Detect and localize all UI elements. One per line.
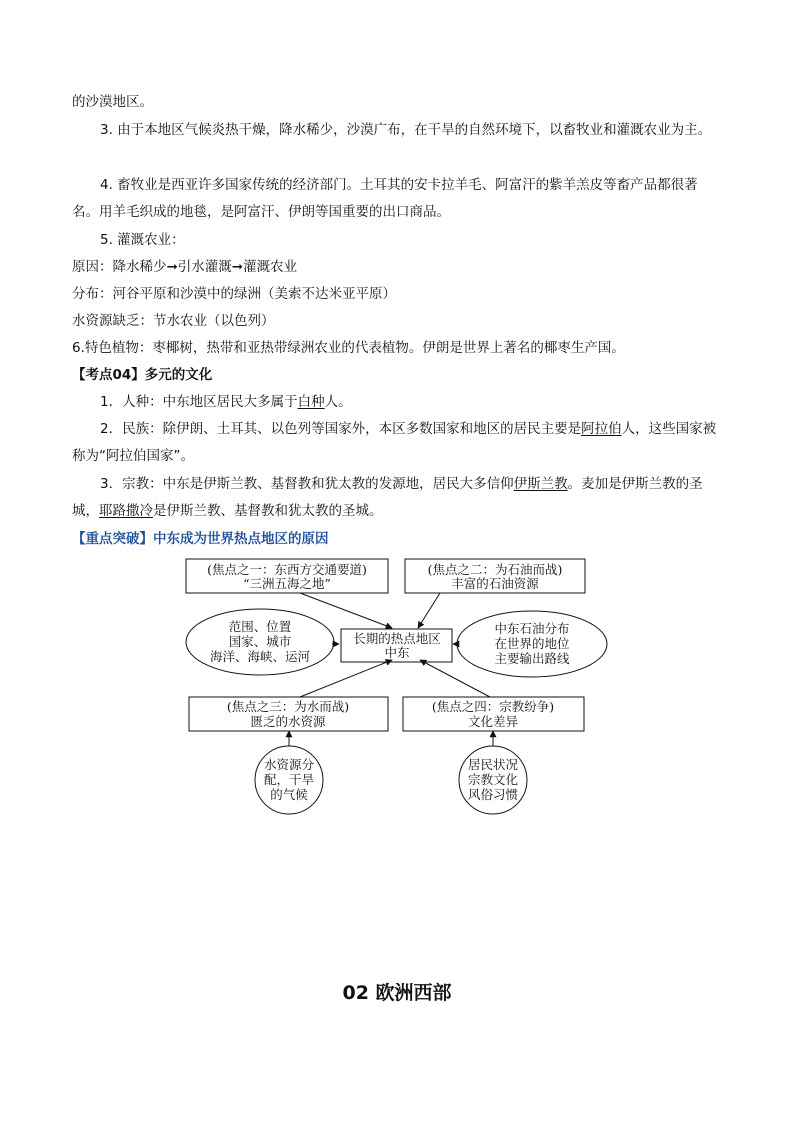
focus-title: 【重点突破】中东成为世界热点地区的原因 <box>72 531 329 547</box>
circle-left-line3: 的气候 <box>270 787 308 802</box>
para-irrigation-distribution: 分布：河谷平原和沙漠中的绿洲（美索不达米亚平原） <box>72 286 396 302</box>
religion-text-end: 是伊斯兰教、基督教和犹太教的圣城。 <box>153 503 383 519</box>
para-point-4: 4. 畜牧业是西亚许多国家传统的经济部门。土耳其的安卡拉羊毛、阿富汗的紫羊羔皮等畜产品都很著名。用羊毛织成的地毯，是阿富汗、伊朗等国重要的出口商品。 <box>72 177 698 220</box>
ellipse-right-line3: 主要输出路线 <box>494 651 570 666</box>
race-text: 1．人种：中东地区居民大多属于 <box>100 394 298 410</box>
para-point-5: 5. 灌溉农业： <box>100 232 185 248</box>
center-line1: 长期的热点地区 <box>353 631 441 646</box>
box4-line1: (焦点之四：宗教纷争) <box>431 699 555 714</box>
circle-left-line2: 配，干旱 <box>263 772 315 787</box>
box3-line2: 匮乏的水资源 <box>250 714 326 729</box>
religion-text: 3．宗教：中东是伊斯兰教、基督教和犹太教的发源地，居民大多信仰 <box>100 476 514 492</box>
para-irrigation-reason: 原因：降水稀少➞引水灌溉➞灌溉农业 <box>72 259 298 275</box>
box4-line2: 文化差异 <box>467 714 519 729</box>
para-religion <box>72 471 722 525</box>
religion-text-mid: 。麦加是伊斯兰教的圣城， <box>72 476 703 519</box>
arrow-box4-center <box>420 660 490 697</box>
box2-line2: 丰富的石油资源 <box>451 576 539 591</box>
ellipse-right-line2: 在世界的地位 <box>494 636 570 651</box>
religion-answer: 伊斯兰教 <box>513 476 568 492</box>
race-text-end: 人。 <box>324 394 352 410</box>
circle-right-line3: 风俗习惯 <box>467 787 519 802</box>
race-answer: 白种 <box>297 394 325 410</box>
ellipse-left-line2: 国家、城市 <box>228 634 292 649</box>
para-race <box>72 389 722 416</box>
circle-right-line2: 宗教文化 <box>467 772 519 787</box>
box2-line1: (焦点之二：为石油而战) <box>427 562 563 577</box>
para-point-6: 6.特色植物：枣椰树，热带和亚热带绿洲农业的代表植物。伊朗是世界上著名的椰枣生产国。 <box>72 340 625 356</box>
para-point-3: 3. 由于本地区气候炎热干燥，降水稀少，沙漠广布，在干旱的自然环境下，以畜牧业和灌溉农业为主。 <box>100 122 712 138</box>
box1-line1: (焦点之一：东西方交通要道) <box>207 562 367 577</box>
box3-line1: (焦点之三：为水而战) <box>226 699 350 714</box>
nation-text-end: 人，这些国家被称为“阿拉伯国家”。 <box>72 421 717 464</box>
nation-answer: 阿拉伯 <box>581 421 622 437</box>
nation-text: 2．民族：除伊朗、土耳其、以色列等国家外，本区多数国家和地区的居民主要是 <box>100 421 582 437</box>
section-heading: 02 欧洲西部 <box>342 982 452 1004</box>
para-water-shortage: 水资源缺乏：节水农业（以色列） <box>72 313 275 329</box>
circle-left-line1: 水资源分 <box>263 757 315 772</box>
kaodian-04-title: 【考点04】多元的文化 <box>72 367 213 383</box>
hotspot-diagram <box>0 556 794 816</box>
circle-right-line1: 居民状况 <box>467 757 519 772</box>
arrow-box2-center <box>418 593 440 628</box>
ellipse-right-line1: 中东石油分布 <box>494 621 570 636</box>
arrow-box3-center <box>300 660 392 697</box>
ellipse-left-line1: 范围、位置 <box>228 619 292 634</box>
holy-city-answer: 耶路撒冷 <box>99 503 153 519</box>
box1-line2: “三洲五海之地” <box>243 576 331 591</box>
arrow-box1-center <box>300 593 392 628</box>
para-desert-end: 的沙漠地区。 <box>72 94 153 110</box>
para-nation <box>72 416 722 470</box>
center-line2: 中东 <box>384 645 410 660</box>
ellipse-left-line3: 海洋、海峡、运河 <box>209 649 311 664</box>
